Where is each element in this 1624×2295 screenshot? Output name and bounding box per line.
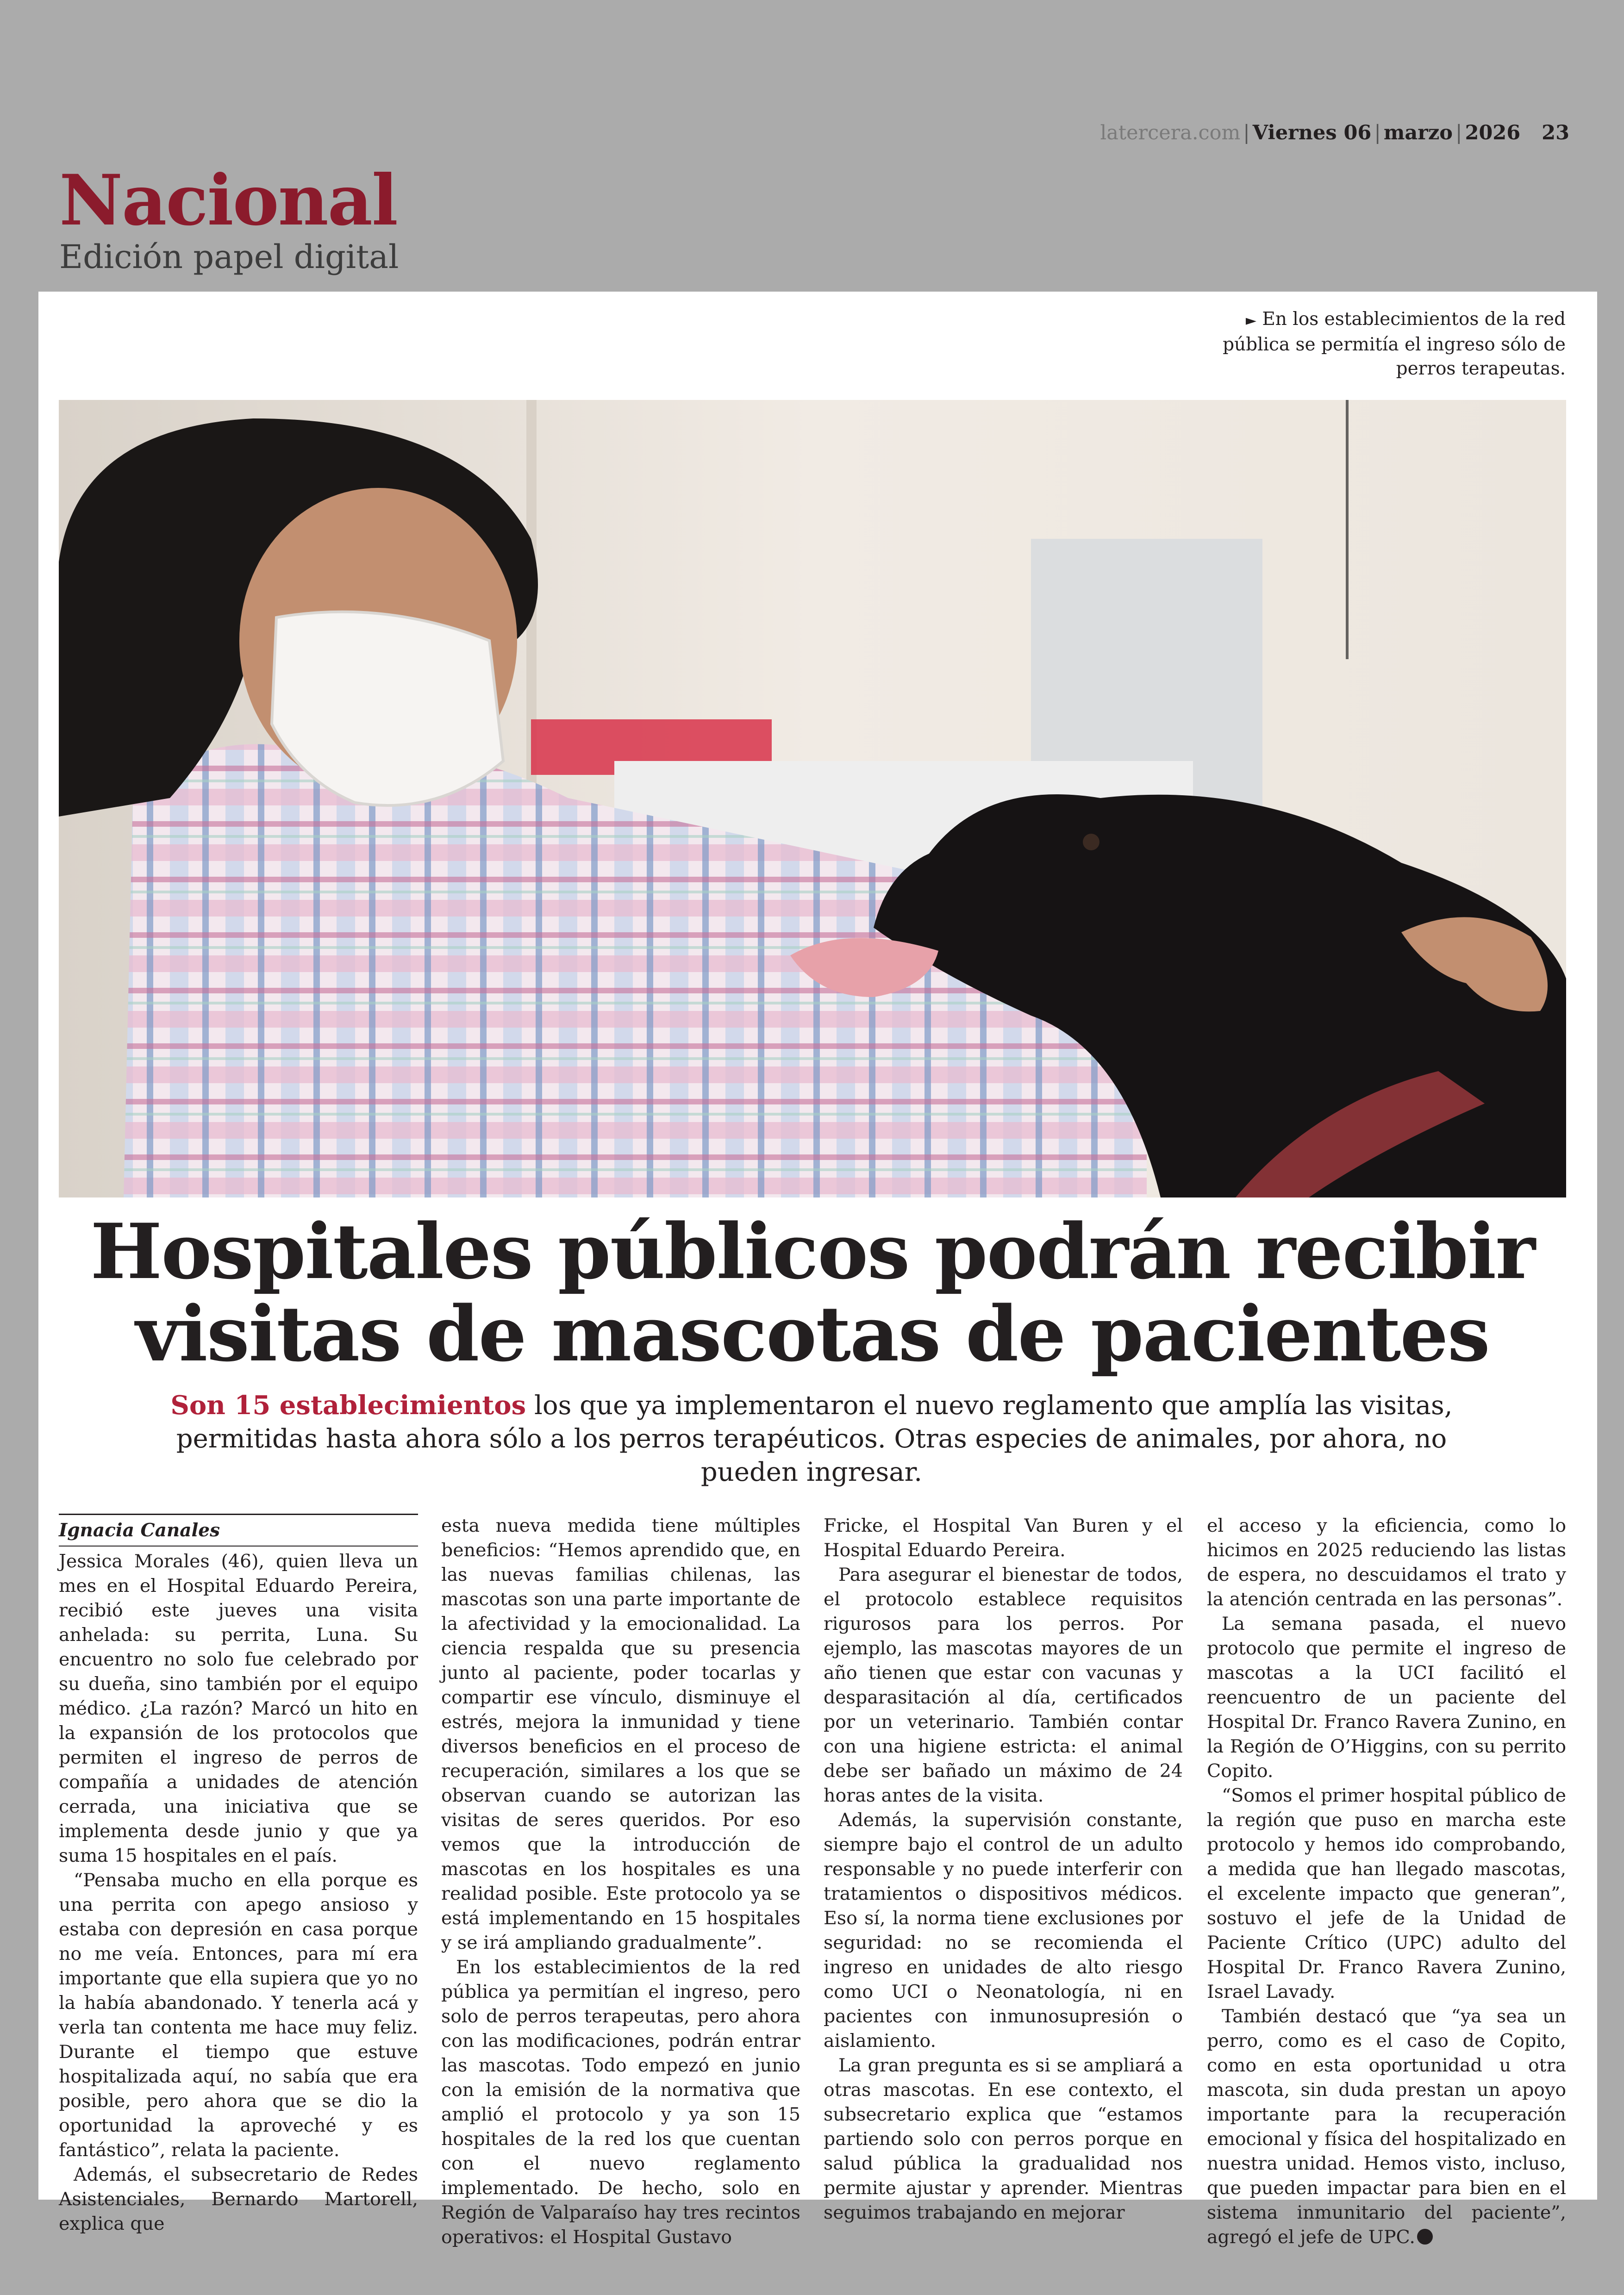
paragraph: Jessica Morales (46), quien lleva un mes en el Hospital Eduardo Pereira, recibió este jueves una visita anhelada: su perrita, Luna. Su encuentro no solo fue celebrado por su dueña, sino también por el equipo médico. ¿La razón? Marcó un hito en la expansión de los protocolos que permiten el ingreso de perros de compañía a unidades de atención cerrada, una iniciativa que se implementa desde junio y que ya suma 15 hospitales en el país. (59, 1551, 418, 1866)
article-column-1 (59, 1514, 418, 2236)
dek-lead: Son 15 establecimientos (170, 1390, 526, 1421)
paragraph: el acceso y la eficiencia, como lo hicimos en 2025 reduciendo las listas de espera, no descuidamos el trato y la atención centrada en las personas”. (1207, 1515, 1566, 1610)
article-column-3 (824, 1514, 1183, 2225)
byline: Ignacia Canales (59, 1514, 418, 1547)
page-number: 23 (1542, 121, 1569, 144)
photo-illustration (59, 400, 1566, 1197)
article-photo (59, 400, 1566, 1197)
paragraph: Además, el subsecretario de Redes Asistenciales, Bernardo Martorell, explica que (59, 2164, 418, 2234)
paragraph-last-text: También destacó que “ya sea un perro, como es el caso de Copito, como en esta oportunidad u otra mascota, sin duda prestan un apoyo importante para la recuperación emocional y física del hospitalizado en nuestra unidad. Hemos visto, incluso, que pueden impactar para bien en el sistema inmunitario del paciente”, agregó el jefe de UPC. (1207, 2006, 1566, 2248)
caption-text: En los establecimientos de la red pública se permitía el ingreso sólo de perros terapeutas. (1223, 309, 1566, 379)
paragraph: La gran pregunta es si se ampliará a otras mascotas. En ese contexto, el subsecretario explica que “estamos partiendo solo con perros porque en salud pública la gradualidad nos permite ajustar y aprender. Mientras seguimos trabajando en mejorar (824, 2055, 1183, 2223)
article-column-2 (441, 1514, 800, 2250)
paragraph: Para asegurar el bienestar de todos, el protocolo establece requisitos rigurosos para los perros. Por ejemplo, las mascotas mayores de un año tienen que estar con vacunas y desparasitación al día, certificados por un veterinario. También contar con una higiene estricta: el animal debe ser bañado un máximo de 24 horas antes de la visita. (824, 1564, 1183, 1806)
headline-line-1: Hospitales públicos podrán recibir (90, 1207, 1535, 1296)
paragraph: Además, la supervisión constante, siempre bajo el control de un adulto responsable y no puede interferir con tratamientos o dispositivos médicos. Eso sí, la norma tiene exclusiones por seguridad: no se recomienda el ingreso en unidades de alto riesgo como UCI o Neonatología, ni en pacientes con inmunosupresión o aislamiento. (824, 1809, 1183, 2052)
dek-text: los que ya implementaron el nuevo reglamento que amplía las visitas, permitidas hasta ahora sólo a los perros terapéuticos. Otras especies de animales, por ahora, no pueden ingresar. (176, 1391, 1453, 1487)
end-mark-icon (1417, 2229, 1433, 2245)
paragraph: La semana pasada, el nuevo protocolo que permite el ingreso de mascotas a la UCI facilitó el reencuentro de un paciente del Hospital Dr. Franco Ravera Zunino, en la Región de O’Higgins, con su perrito Copito. (1207, 1613, 1566, 1782)
article-page (38, 292, 1597, 2248)
paragraph: Fricke, el Hospital Van Buren y el Hospital Eduardo Pereira. (824, 1515, 1183, 1561)
article-headline (59, 1207, 1566, 1378)
paragraph-last (1207, 2004, 1566, 2250)
paragraph: esta nueva medida tiene múltiples beneficios: “Hemos aprendido que, en las nuevas familias chilenas, las mascotas son una parte importante de la afectividad y la emocionalidad. La ciencia respalda que su presencia junto al paciente, poder tocarlas y compartir ese vínculo, disminuye el estrés, mejora la inmunidad y tiene diversos beneficios en el proceso de recuperación, similares a los que se observan cuando se autorizan las visitas de seres queridos. Por eso vemos que la introducción de mascotas en los hospitales es una realidad posible. Este protocolo ya se está implementando en 15 hospitales y se irá ampliando gradualmente”. (441, 1515, 800, 1953)
article-dek (131, 1389, 1492, 1489)
paragraph: En los establecimientos de la red pública ya permitían el ingreso, pero solo de perros terapeutas, pero ahora con las modificaciones, podrán entrar las mascotas. Todo empezó en junio con la emisión de la normativa que amplió el protocolo y ya son 15 hospitales de la red los que cuentan con el nuevo reglamento implementado. De hecho, solo en Región de Valparaíso hay tres recintos operativos: el Hospital Gustavo (441, 1957, 800, 2248)
issue-year: 2026 (1465, 121, 1521, 144)
page-header-info: latercera.com | Viernes 06 | marzo | 2026 23 (1100, 121, 1569, 144)
issue-month: marzo (1383, 121, 1453, 144)
photo-caption (1214, 307, 1566, 381)
site-name: latercera.com (1100, 121, 1241, 144)
section-subtitle: Edición papel digital (59, 238, 399, 276)
paragraph: “Pensaba mucho en ella porque es una perrita con apego ansioso y estaba con depresión en casa porque no me veía. Entonces, para mí era importante que ella supiera que yo no la había abandonado. Y tenerla acá y verla tan contenta me hace muy feliz. Durante el tiempo que estuve hospitalizada aquí, no sabía que era posible, pero ahora que se dio la oportunidad la aproveché y es fantástico”, relata la paciente. (59, 1870, 418, 2161)
article-column-4 (1207, 1514, 1566, 2250)
section-title: Nacional (59, 160, 397, 241)
paragraph: “Somos el primer hospital público de la región que puso en marcha este protocolo y hemos ido comprobando, a medida que han llegado mascotas, el excelente impacto que generan”, sostuvo el jefe de la Unidad de Paciente Crítico (UPC) adulto del Hospital Dr. Franco Ravera Zunino, Israel Lavady. (1207, 1785, 1566, 2002)
issue-day: Viernes 06 (1252, 121, 1372, 144)
headline-line-2: visitas de mascotas de pacientes (136, 1289, 1489, 1378)
caption-marker-icon: ► (1245, 312, 1256, 329)
